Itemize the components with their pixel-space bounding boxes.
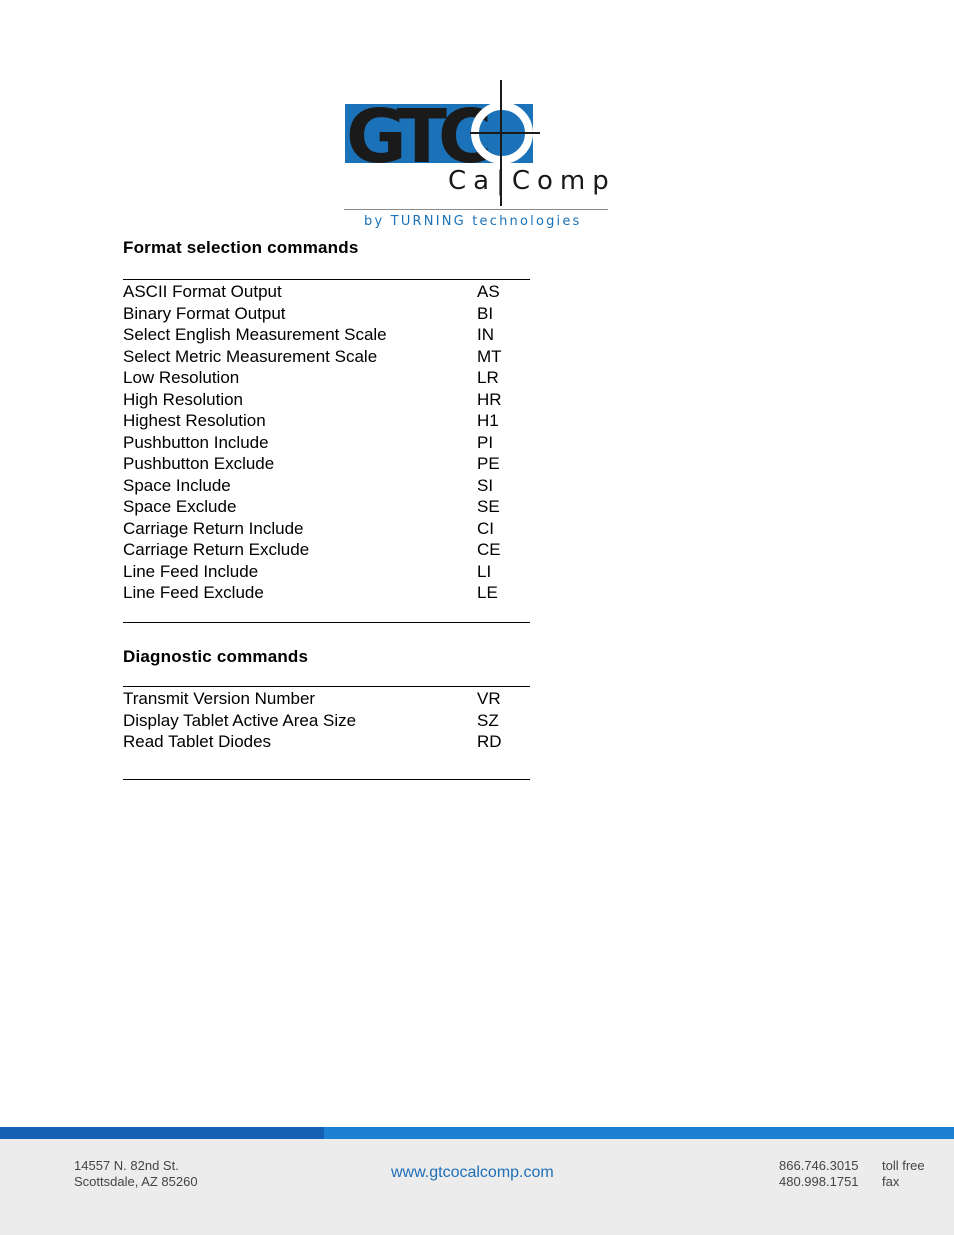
command-row	[123, 367, 530, 389]
command-label: Pushbutton Exclude	[123, 454, 275, 473]
logo-divider	[344, 209, 608, 210]
command-row	[123, 346, 530, 368]
command-code: LI	[477, 561, 492, 581]
command-row	[123, 539, 530, 561]
command-label: Select English Measurement Scale	[123, 325, 387, 344]
command-label: Line Feed Include	[123, 561, 259, 581]
command-code: BI	[477, 303, 494, 323]
command-row	[123, 324, 530, 346]
command-code: MT	[477, 346, 502, 366]
command-code: PE	[477, 454, 500, 473]
command-code: HR	[477, 389, 502, 409]
command-code: H1	[477, 411, 499, 430]
footer-color-bar	[0, 1127, 954, 1139]
command-label: Read Tablet Diodes	[123, 732, 272, 751]
command-row	[123, 496, 530, 518]
format-bottom-rule	[123, 622, 530, 623]
footer	[0, 1139, 954, 1235]
footer-address	[74, 1158, 198, 1190]
logo-byline: by TURNING technologies	[364, 214, 582, 229]
fax-label: fax	[882, 1174, 900, 1189]
diagnostic-top-rule	[123, 686, 530, 687]
phone-fax: 480.998.1751	[779, 1174, 859, 1189]
address-line-1: 14557 N. 82nd St.	[74, 1158, 179, 1173]
command-row	[123, 688, 530, 710]
command-label: Carriage Return Exclude	[123, 540, 310, 559]
diagnostic-heading: Diagnostic commands	[123, 647, 309, 666]
command-code: CI	[477, 518, 494, 538]
command-label: Highest Resolution	[123, 411, 266, 430]
footer-color-bar-dark	[0, 1127, 324, 1139]
command-label: Space Include	[123, 475, 231, 495]
command-row	[123, 453, 530, 475]
logo-letters: GTC	[346, 94, 484, 180]
command-code: LE	[477, 583, 498, 602]
command-label: Low Resolution	[123, 368, 240, 387]
command-row	[123, 582, 530, 604]
format-heading: Format selection commands	[123, 238, 359, 257]
command-row	[123, 561, 530, 583]
command-row	[123, 518, 530, 540]
command-row	[123, 389, 530, 411]
command-row	[123, 281, 530, 303]
command-label: High Resolution	[123, 389, 244, 409]
format-top-rule	[123, 279, 530, 280]
command-label: Space Exclude	[123, 497, 237, 516]
command-label: Pushbutton Include	[123, 432, 269, 452]
diagnostic-bottom-rule	[123, 779, 530, 780]
phone-toll-free: 866.746.3015	[779, 1158, 859, 1173]
command-code: SZ	[477, 710, 499, 730]
command-row	[123, 410, 530, 432]
command-code: AS	[477, 282, 500, 301]
gtco-calcomp-logo	[340, 76, 615, 236]
command-code: PI	[477, 432, 494, 452]
command-code: IN	[477, 325, 494, 344]
command-code: LR	[477, 368, 499, 387]
command-row	[123, 432, 530, 454]
footer-phone-numbers	[779, 1158, 859, 1190]
footer-phone-labels	[882, 1158, 925, 1190]
command-code: CE	[477, 540, 501, 559]
command-row	[123, 710, 530, 732]
format-command-list	[123, 281, 530, 604]
command-label: Line Feed Exclude	[123, 583, 264, 602]
command-label: Transmit Version Number	[123, 689, 316, 708]
command-label: Select Metric Measurement Scale	[123, 346, 378, 366]
command-label: ASCII Format Output	[123, 282, 282, 301]
command-row	[123, 475, 530, 497]
diagnostic-section	[123, 646, 530, 751]
address-line-2: Scottsdale, AZ 85260	[74, 1174, 198, 1189]
format-section	[123, 237, 530, 602]
command-label: Binary Format Output	[123, 303, 286, 323]
command-code: VR	[477, 689, 501, 708]
command-label: Carriage Return Include	[123, 518, 304, 538]
command-label: Display Tablet Active Area Size	[123, 710, 357, 730]
website-link[interactable]: www.gtcocalcomp.com	[391, 1164, 554, 1181]
command-code: SI	[477, 475, 494, 495]
command-code: SE	[477, 497, 500, 516]
command-code: RD	[477, 732, 502, 751]
diagnostic-command-list	[123, 688, 530, 753]
toll-free-label: toll free	[882, 1158, 925, 1173]
command-row	[123, 731, 530, 753]
command-row	[123, 303, 530, 325]
logo-calcomp-text: Ca|Comp	[448, 166, 616, 196]
